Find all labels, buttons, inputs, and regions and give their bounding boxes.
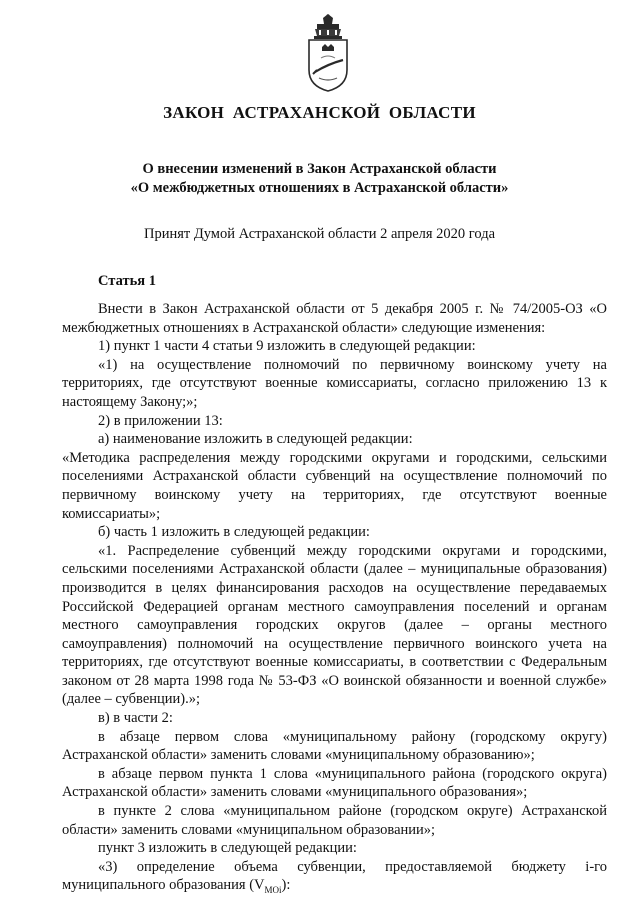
adoption-date: Принят Думой Астраханской области 2 апреля 2020 года [143, 226, 496, 242]
paragraph: в) в части 2: [98, 710, 173, 727]
paragraph: в пункте 2 слова «муниципальном районе (городском округе) Астраханской области» заменить словами «муниципальном образовании»; [62, 803, 607, 838]
astrakhan-coat-of-arms-icon [301, 14, 355, 92]
paragraph: в абзаце первом слова «муниципальному району (городскому округу) Астраханской области» заменить словами «муниципальному образованию»; [62, 728, 607, 764]
subtitle-line: «О межбюджетных отношениях в Астраханской области» [130, 180, 509, 196]
paragraph: «1) на осуществление полномочий по первичному воинскому учету на территориях, где отсутствуют военные комиссариаты, согласно приложению 13 к настоящему Закону;»; [62, 356, 607, 410]
law-title: ЗАКОН АСТРАХАНСКОЙ ОБЛАСТИ [163, 103, 476, 122]
paragraph-with-formula [62, 858, 607, 895]
paragraph-tail: ): [281, 877, 291, 894]
article-body [62, 300, 607, 895]
paragraph: «1. Распределение субвенций между городскими округами и городскими, сельскими поселениями Астраханской области (далее – муниципальные образования) производится в целях финансирования расходов на осуществление передаваемых Российской Федерацией органам местного самоуправления поселений и органам местного самоуправления городских округов (далее – органы местного самоуправления) полномочий на осуществление первичного воинского учета на территориях, где отсутствуют военные комиссариаты, в соответствии с Федеральным законом от 28 марта 1998 года № 53-ФЗ «О воинской обязанности и военной службе» (далее – субвенции).»; [62, 542, 607, 708]
subtitle-line: О внесении изменений в Закон Астраханской области [142, 161, 497, 177]
paragraph: пункт 3 изложить в следующей редакции: [98, 840, 357, 857]
paragraph: в абзаце первом пункта 1 слова «муниципального района (городского округа) Астраханской области» заменить словами «муниципального образования»; [62, 765, 607, 801]
paragraph-text: «3) определение объема субвенции, предоставляемой бюджету i-го муниципального образования (V [62, 858, 607, 894]
law-subtitle [0, 160, 639, 198]
paragraph: б) часть 1 изложить в следующей редакции: [98, 524, 370, 541]
paragraph: «Методика распределения между городскими округами и городскими, сельскими поселениями Астраханской области субвенций на осуществление полномочий по первичному воинскому учету на территориях, где отсутствуют военные комиссариаты»; [62, 449, 607, 522]
paragraph: Внести в Закон Астраханской области от 5 декабря 2005 г. № 74/2005-ОЗ «О межбюджетных отношениях в Астраханской области» следующие изменения: [62, 301, 607, 336]
paragraph: 1) пункт 1 части 4 статьи 9 изложить в следующей редакции: [98, 338, 476, 355]
paragraph: а) наименование изложить в следующей редакции: [98, 431, 413, 448]
article-heading: Статья 1 [98, 273, 156, 289]
formula-subscript: MOi [264, 885, 282, 896]
paragraph: 2) в приложении 13: [98, 412, 223, 429]
